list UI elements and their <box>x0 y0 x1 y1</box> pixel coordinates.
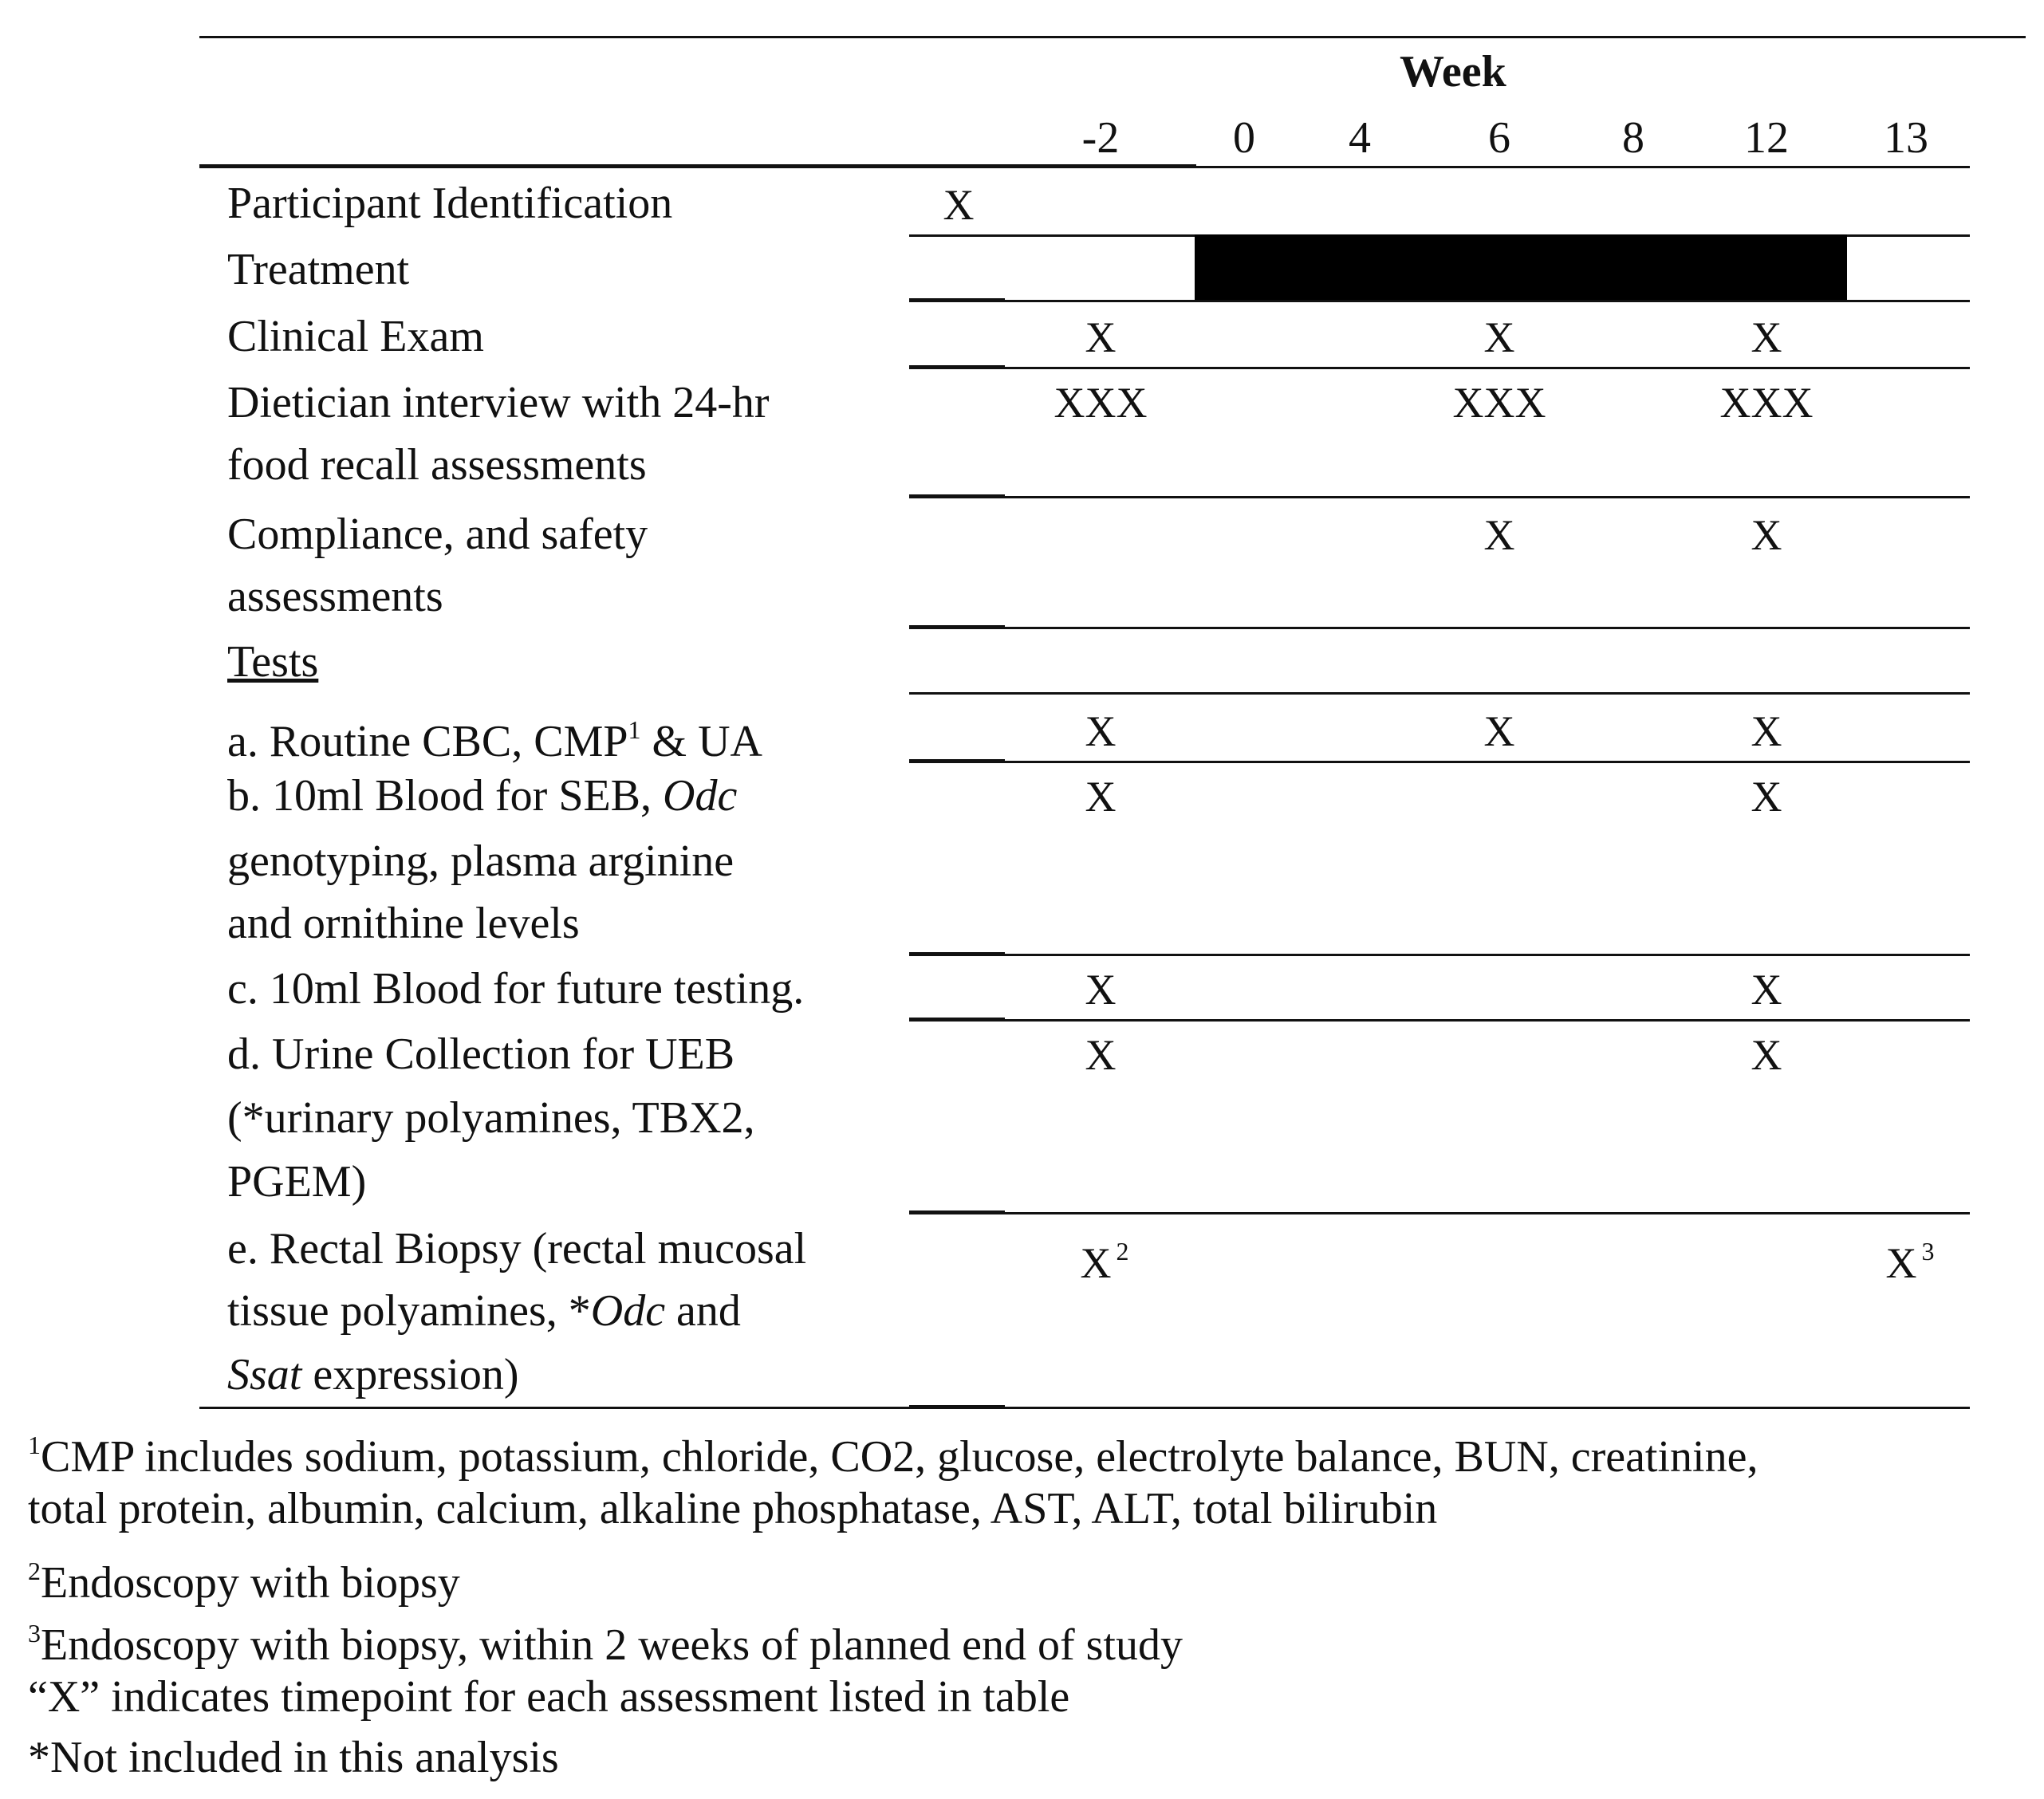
table-bottom-rule <box>199 1407 1970 1409</box>
row-rule-tick <box>909 1018 1005 1022</box>
row-rule <box>909 627 1970 629</box>
row-label-participant-identification: Participant Identification <box>227 179 673 228</box>
footnote-1-line1: $^1$CMP includes sodium, potassium, chloride, CO2, glucose, electrolyte balance, BUN, creatinine, <box>28 1431 1758 1482</box>
row-label-dietician-line2: food recall assessments <box>227 440 647 490</box>
footnote-x-legend: “X” indicates timepoint for each assessment listed in table <box>28 1672 1070 1722</box>
table-top-rule <box>199 36 2026 38</box>
mark-blood-seb-wk-minus2: X <box>1085 773 1117 821</box>
row-rule <box>909 692 1970 695</box>
mark-dietician-wk-minus2: XXX <box>1054 379 1148 427</box>
row-rule <box>909 496 1970 498</box>
row-label-dietician-line1: Dietician interview with 24-hr <box>227 378 770 427</box>
mark-routine-cbc-wk12: X <box>1751 707 1782 755</box>
row-rule-tick <box>909 494 1005 498</box>
row-rule <box>909 1212 1970 1214</box>
row-rule <box>909 367 1970 369</box>
week-header-8: 8 <box>1622 113 1644 163</box>
footnote-3: $^3$Endoscopy with biopsy, within 2 weeks of planned end of study <box>28 1619 1183 1670</box>
row-label-rectal-biopsy-line1: e. Rectal Biopsy (rectal mucosal <box>227 1224 807 1273</box>
row-label-blood-future: c. 10ml Blood for future testing. <box>227 964 805 1014</box>
week-header-0: 0 <box>1233 113 1255 163</box>
row-rule-tick <box>909 1210 1005 1214</box>
treatment-period-bar <box>1195 234 1847 300</box>
mark-blood-future-wk-minus2: X <box>1085 966 1117 1014</box>
mark-urine-wk12: X <box>1751 1031 1782 1079</box>
table-bottom-rule-tick <box>909 1405 1005 1409</box>
row-rule-tick <box>909 625 1005 629</box>
row-rule <box>909 300 1970 302</box>
row-rule <box>909 954 1970 956</box>
mark-dietician-wk12: XXX <box>1719 379 1814 427</box>
header-bottom-rule <box>199 164 1196 168</box>
row-label-rectal-biopsy-line2: tissue polyamines, *Odc and <box>227 1286 741 1336</box>
row-rule-tick <box>909 952 1005 956</box>
mark-routine-cbc-wk-minus2: X <box>1085 707 1117 755</box>
row-label-urine-line2: (*urinary polyamines, TBX2, <box>227 1093 755 1143</box>
mark-routine-cbc-wk6: X <box>1483 707 1515 755</box>
week-header-13: 13 <box>1884 113 1928 163</box>
row-rule <box>909 1019 1970 1022</box>
mark-compliance-wk12: X <box>1751 511 1782 559</box>
mark-blood-future-wk12: X <box>1751 966 1782 1014</box>
row-rule-tick <box>909 365 1005 369</box>
row-label-blood-seb-line3: and ornithine levels <box>227 899 580 948</box>
row-label-treatment: Treatment <box>227 245 410 294</box>
row-rule-tick <box>909 759 1005 763</box>
row-label-rectal-biopsy-line3: Ssat expression) <box>227 1350 519 1399</box>
row-label-blood-seb-line2: genotyping, plasma arginine <box>227 837 735 886</box>
mark-compliance-wk6: X <box>1483 511 1515 559</box>
row-label-compliance-line1: Compliance, and safety <box>227 510 648 559</box>
footnote-2: $^2$Endoscopy with biopsy <box>28 1557 460 1608</box>
row-label-urine-line3: PGEM) <box>227 1157 367 1207</box>
week-header-minus2: -2 <box>1081 113 1120 163</box>
row-label-clinical-exam: Clinical Exam <box>227 312 484 361</box>
mark-rectal-biopsy-wk-minus2: X $^2$ <box>1080 1237 1129 1287</box>
week-header-4: 4 <box>1349 113 1371 163</box>
mark-clinical-exam-wk-minus2: X <box>1085 313 1117 361</box>
mark-dietician-wk6: XXX <box>1452 379 1546 427</box>
week-header-6: 6 <box>1488 113 1510 163</box>
row-label-blood-seb-line1: b. 10ml Blood for SEB, Odc <box>227 771 738 821</box>
mark-participant-identification: X <box>943 181 975 229</box>
mark-clinical-exam-wk6: X <box>1483 313 1515 361</box>
mark-rectal-biopsy-wk13: X $^3$ <box>1885 1237 1935 1287</box>
row-label-urine-line1: d. Urine Collection for UEB <box>227 1029 735 1079</box>
row-rule-tick <box>909 298 1005 302</box>
row-label-tests-heading: Tests <box>227 637 319 687</box>
row-label-routine-cbc: a. Routine CBC, CMP$^1$ & UA <box>227 715 762 766</box>
row-rule <box>909 761 1970 763</box>
mark-clinical-exam-wk12: X <box>1751 313 1782 361</box>
header-bottom-rule-right <box>1196 166 1970 168</box>
row-label-compliance-line2: assessments <box>227 572 443 621</box>
week-group-header: Week <box>1400 47 1506 96</box>
footnote-asterisk: *Not included in this analysis <box>28 1733 559 1782</box>
mark-blood-seb-wk12: X <box>1751 773 1782 821</box>
footnote-1-line2: total protein, albumin, calcium, alkaline phosphatase, AST, ALT, total bilirubin <box>28 1484 1438 1533</box>
mark-urine-wk-minus2: X <box>1085 1031 1117 1079</box>
week-header-12: 12 <box>1744 113 1789 163</box>
